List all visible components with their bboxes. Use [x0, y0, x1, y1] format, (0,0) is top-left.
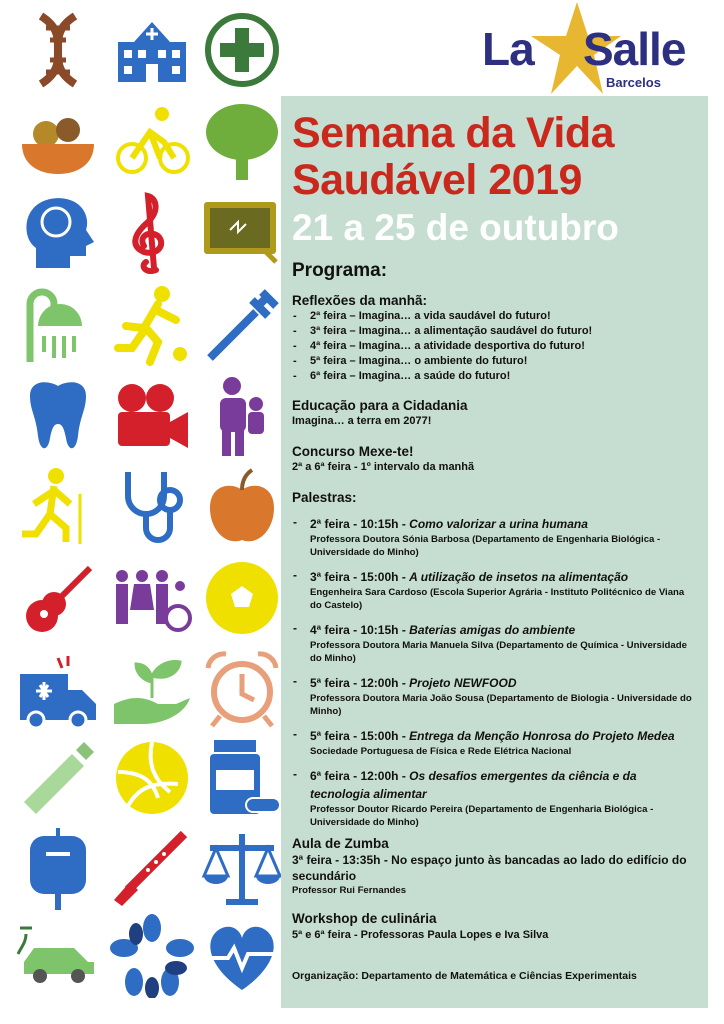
clarinet-icon: [110, 826, 194, 910]
soccer-player-icon: [110, 282, 194, 366]
talk-title: Projeto NEWFOOD: [409, 676, 517, 690]
talk-when: 6ª feira - 12:00h -: [310, 769, 410, 783]
pill-bottle-icon: [200, 736, 284, 820]
cyclist-icon: [110, 100, 194, 184]
program-panel: [281, 96, 708, 1008]
talk-item: [292, 568, 698, 612]
ointment-tube-icon: [16, 736, 100, 820]
shower-icon: [16, 282, 100, 366]
talk-speaker: Professora Doutora Maria João Sousa (Departamento de Biologia - Universidade do Minho): [310, 693, 692, 717]
talk-title: Baterias amigas do ambiente: [409, 623, 576, 637]
hands-circle-icon: [110, 914, 194, 998]
talk-heading: [310, 621, 698, 639]
talk-title: Como valorizar a urina humana: [409, 517, 588, 531]
talk-item: [292, 674, 698, 718]
list-item: - 2ª feira – Imagina… a vida saudável do futuro!: [292, 309, 698, 324]
hiker-icon: [16, 464, 100, 548]
talk-title: Os desafios emergentes da ciência e da tecnologia alimentar: [310, 769, 637, 801]
fruit-bowl-icon: [16, 100, 100, 184]
event-dates: 21 a 25 de outubro: [292, 207, 619, 248]
tooth-icon: [16, 374, 100, 458]
workshop-text: 5ª e 6ª feira - Professoras Paula Lopes e Iva Silva: [292, 929, 549, 941]
hospital-icon: [110, 8, 194, 92]
talk-speaker: Professora Doutora Maria Manuela Silva (Departamento de Química - Universidade do Minho): [310, 640, 687, 664]
reflexoes-heading: Reflexões da manhã:: [292, 293, 428, 308]
iv-bag-icon: [16, 826, 100, 910]
talk-title: A utilização de insetos na alimentação: [409, 570, 629, 584]
icon-grid: [0, 0, 280, 1024]
talk-when: 2ª feira - 10:15h -: [310, 517, 410, 531]
palestras-heading: Palestras:: [292, 490, 357, 505]
talk-heading: [310, 767, 698, 803]
logo-salle: Salle: [583, 23, 686, 75]
educacao-text: Imagina… a terra em 2077!: [292, 415, 432, 427]
film-camera-icon: [110, 374, 194, 458]
talk-heading: [310, 674, 698, 692]
logo-la: La: [482, 23, 534, 75]
talk-heading: [310, 727, 698, 745]
zumba-heading: Aula de Zumba: [292, 836, 389, 851]
talk-speaker: Sociedade Portuguesa de Física e Rede Elétrica Nacional: [310, 746, 572, 757]
talk-speaker: Professora Doutora Sónia Barbosa (Departamento de Engenharia Biológica - Universidade do Minho): [310, 534, 661, 558]
chalkboard-icon: [200, 190, 284, 274]
dna-icon: [16, 8, 100, 92]
talk-item: [292, 727, 698, 758]
talk-when: 3ª feira - 15:00h -: [310, 570, 410, 584]
talk-item: [292, 621, 698, 665]
apple-icon: [200, 464, 284, 548]
talk-when: 5ª feira - 15:00h -: [310, 729, 410, 743]
talk-title: Entrega da Menção Honrosa do Projeto Medea: [409, 729, 675, 743]
concurso-heading: Concurso Mexe-te!: [292, 444, 414, 459]
concurso-text: 2ª a 6ª feira - 1º intervalo da manhã: [292, 461, 475, 473]
ambulance-icon: [16, 646, 100, 730]
tree-icon: [200, 100, 284, 184]
talk-when: 4ª feira - 10:15h -: [310, 623, 410, 637]
talk-heading: [310, 568, 698, 586]
talk-speaker: Engenheira Sara Cardoso (Escola Superior Agrária - Instituto Politécnico de Viana do Castelo): [310, 587, 685, 611]
guitar-icon: [16, 556, 100, 640]
logo-barcelos: Barcelos: [606, 75, 661, 90]
alarm-clock-icon: [200, 646, 284, 730]
workshop-heading: Workshop de culinária: [292, 911, 437, 926]
la-salle-logo: [478, 0, 708, 96]
list-item: - 5ª feira – Imagina… o ambiente do futuro!: [292, 354, 698, 369]
programa-heading: Programa:: [292, 260, 388, 281]
talk-speaker: Professor Doutor Ricardo Pereira (Departamento de Engenharia Biológica - Universidade do Minho): [310, 804, 654, 828]
talk-heading: [310, 515, 698, 533]
medical-cross-icon: [200, 8, 284, 92]
hand-plant-icon: [110, 646, 194, 730]
family-accessibility-icon: [110, 556, 194, 640]
list-item: - 4ª feira – Imagina… a atividade desportiva do futuro!: [292, 339, 698, 354]
heart-pulse-icon: [200, 914, 284, 998]
soccer-ball-icon: [200, 556, 284, 640]
volleyball-icon: [110, 736, 194, 820]
scales-icon: [200, 826, 284, 910]
palestras-list: [292, 515, 698, 829]
list-item: - 3ª feira – Imagina… a alimentação saudável do futuro!: [292, 324, 698, 339]
syringe-icon: [200, 282, 284, 366]
list-item: - 6ª feira – Imagina… a saúde do futuro!: [292, 369, 698, 384]
title-line-1: Semana da Vida: [292, 109, 615, 157]
zumba-text: 3ª feira - 13:35h - No espaço junto às bancadas ao lado do edifício do secundário: [292, 853, 687, 883]
reflexoes-list: [292, 309, 698, 384]
stethoscope-icon: [110, 464, 194, 548]
parent-child-icon: [200, 374, 284, 458]
organizacao: Organização: Departamento de Matemática e Ciências Experimentais: [292, 970, 637, 982]
talk-when: 5ª feira - 12:00h -: [310, 676, 410, 690]
zumba-teacher: Professor Rui Fernandes: [292, 885, 407, 896]
title-line-2: Saudável 2019: [292, 156, 582, 204]
talk-item: [292, 767, 698, 829]
treble-clef-icon: [110, 190, 194, 274]
talk-item: [292, 515, 698, 559]
educacao-heading: Educação para a Cidadania: [292, 398, 468, 413]
electric-car-icon: [16, 914, 100, 998]
brain-head-icon: [16, 190, 100, 274]
